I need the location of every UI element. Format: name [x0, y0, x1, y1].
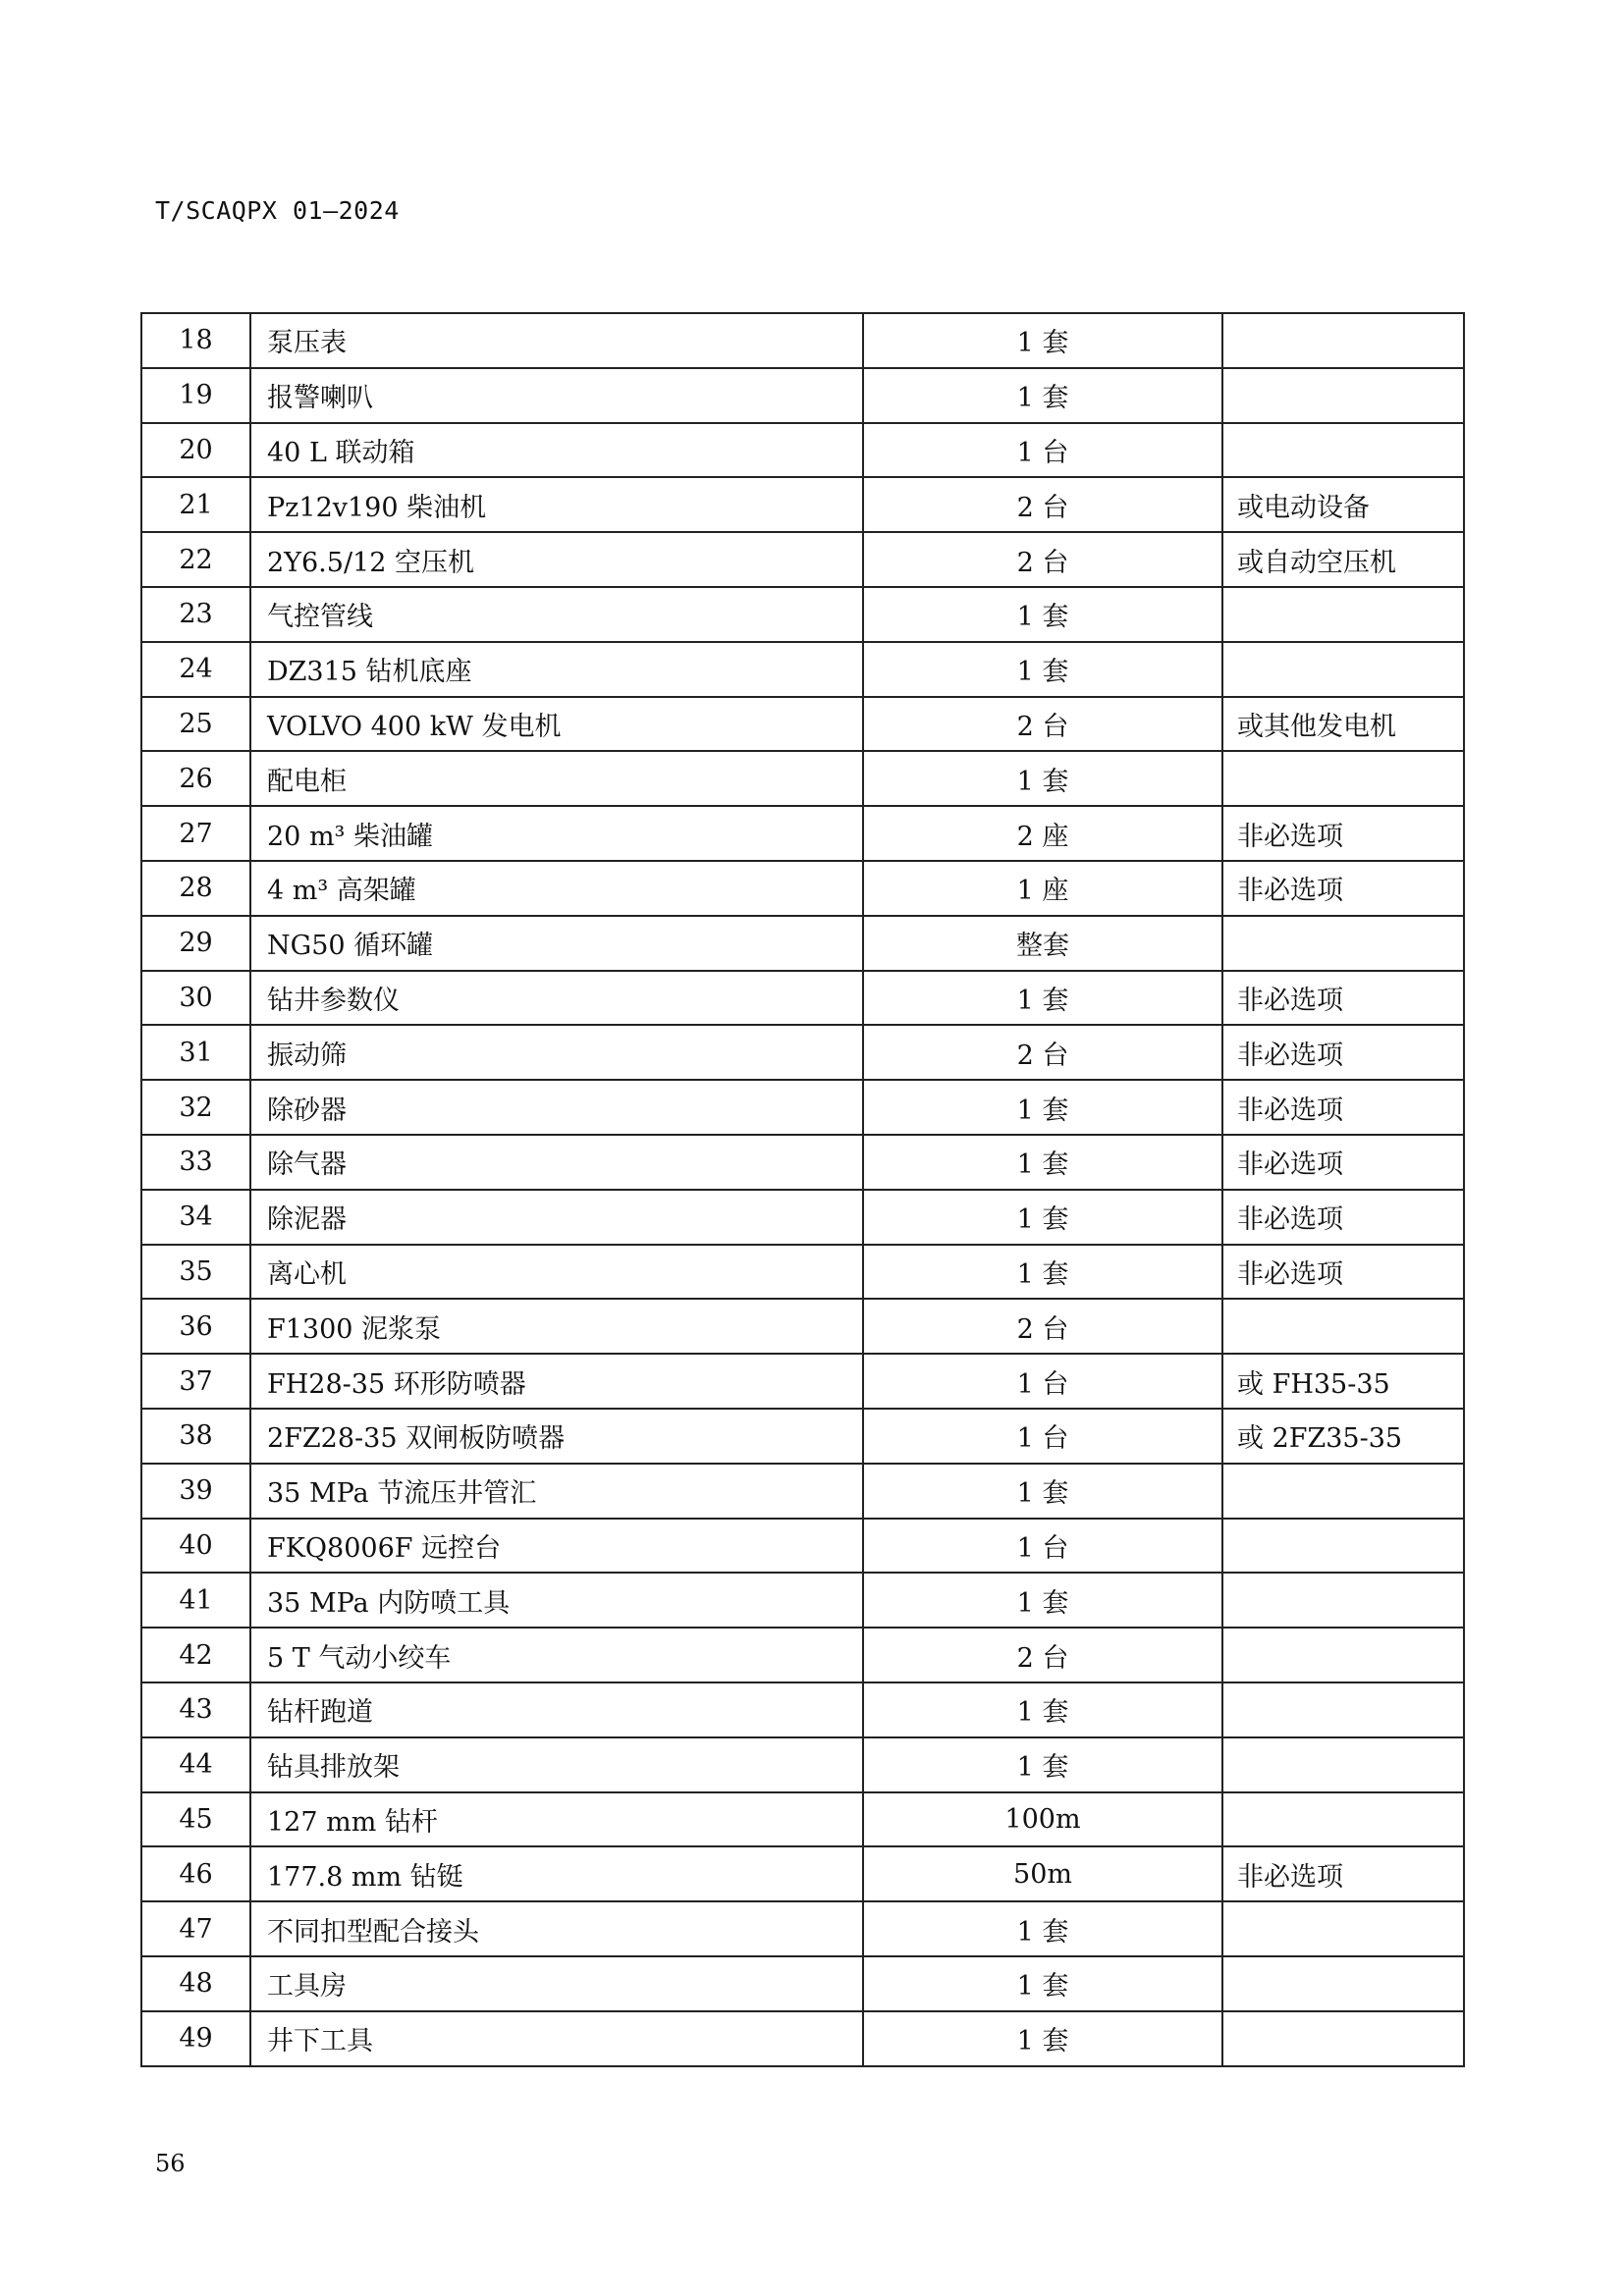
row-number-cell: 31: [141, 1025, 250, 1080]
quantity-cell: 1 套: [863, 313, 1222, 368]
table-row: [141, 751, 1464, 806]
remark-cell: 非必选项: [1222, 1080, 1464, 1135]
equipment-name-cell: 除砂器: [250, 1080, 863, 1135]
quantity-cell: 2 座: [863, 806, 1222, 861]
row-number-cell: 25: [141, 697, 250, 752]
remark-cell: [1222, 423, 1464, 478]
quantity-cell: 2 台: [863, 1299, 1222, 1354]
row-number-cell: 32: [141, 1080, 250, 1135]
equipment-name-cell: 振动筛: [250, 1025, 863, 1080]
table-row: [141, 697, 1464, 752]
remark-cell: [1222, 751, 1464, 806]
row-number-cell: 21: [141, 477, 250, 532]
table-row: [141, 1190, 1464, 1245]
row-number-cell: 34: [141, 1190, 250, 1245]
equipment-table: [140, 312, 1465, 2067]
remark-cell: 非必选项: [1222, 1135, 1464, 1190]
table-row: [141, 1901, 1464, 1956]
quantity-cell: 1 座: [863, 861, 1222, 916]
quantity-cell: 1 套: [863, 1135, 1222, 1190]
remark-cell: 或 2FZ35-35: [1222, 1409, 1464, 1464]
quantity-cell: 1 套: [863, 587, 1222, 642]
equipment-name-cell: 2Y6.5/12 空压机: [250, 532, 863, 587]
document-code: T/SCAQPX 01—2024: [155, 196, 400, 225]
row-number-cell: 39: [141, 1464, 250, 1519]
remark-cell: 非必选项: [1222, 971, 1464, 1026]
table-row: [141, 1737, 1464, 1792]
row-number-cell: 35: [141, 1245, 250, 1300]
row-number-cell: 48: [141, 1956, 250, 2011]
quantity-cell: 2 台: [863, 697, 1222, 752]
quantity-cell: 1 套: [863, 1245, 1222, 1300]
equipment-name-cell: 钻井参数仪: [250, 971, 863, 1026]
remark-cell: 或其他发电机: [1222, 697, 1464, 752]
quantity-cell: 2 台: [863, 1628, 1222, 1682]
equipment-name-cell: 除气器: [250, 1135, 863, 1190]
row-number-cell: 43: [141, 1682, 250, 1737]
table-row: [141, 861, 1464, 916]
equipment-name-cell: 35 MPa 内防喷工具: [250, 1573, 863, 1628]
equipment-name-cell: 气控管线: [250, 587, 863, 642]
quantity-cell: 1 套: [863, 751, 1222, 806]
quantity-cell: 1 台: [863, 423, 1222, 478]
row-number-cell: 27: [141, 806, 250, 861]
remark-cell: [1222, 1519, 1464, 1574]
row-number-cell: 49: [141, 2011, 250, 2066]
row-number-cell: 33: [141, 1135, 250, 1190]
row-number-cell: 19: [141, 368, 250, 423]
row-number-cell: 46: [141, 1846, 250, 1901]
equipment-name-cell: 报警喇叭: [250, 368, 863, 423]
row-number-cell: 41: [141, 1573, 250, 1628]
table-row: [141, 2011, 1464, 2066]
equipment-name-cell: 钻具排放架: [250, 1737, 863, 1792]
table-row: [141, 423, 1464, 478]
table-row: [141, 477, 1464, 532]
table-row: [141, 1299, 1464, 1354]
equipment-name-cell: 2FZ28-35 双闸板防喷器: [250, 1409, 863, 1464]
remark-cell: [1222, 1299, 1464, 1354]
table-row: [141, 1573, 1464, 1628]
row-number-cell: 26: [141, 751, 250, 806]
equipment-name-cell: 除泥器: [250, 1190, 863, 1245]
row-number-cell: 20: [141, 423, 250, 478]
table-row: [141, 1354, 1464, 1409]
remark-cell: 非必选项: [1222, 806, 1464, 861]
row-number-cell: 23: [141, 587, 250, 642]
quantity-cell: 2 台: [863, 532, 1222, 587]
table-row: [141, 587, 1464, 642]
equipment-name-cell: 不同扣型配合接头: [250, 1901, 863, 1956]
equipment-name-cell: 177.8 mm 钻铤: [250, 1846, 863, 1901]
remark-cell: [1222, 642, 1464, 697]
remark-cell: [1222, 587, 1464, 642]
remark-cell: [1222, 1792, 1464, 1847]
row-number-cell: 30: [141, 971, 250, 1026]
equipment-name-cell: 配电柜: [250, 751, 863, 806]
equipment-name-cell: FKQ8006F 远控台: [250, 1519, 863, 1574]
table-row: [141, 916, 1464, 971]
row-number-cell: 44: [141, 1737, 250, 1792]
equipment-name-cell: 5 T 气动小绞车: [250, 1628, 863, 1682]
quantity-cell: 1 套: [863, 2011, 1222, 2066]
equipment-name-cell: 20 m³ 柴油罐: [250, 806, 863, 861]
row-number-cell: 28: [141, 861, 250, 916]
remark-cell: [1222, 1956, 1464, 2011]
quantity-cell: 1 台: [863, 1354, 1222, 1409]
remark-cell: 或 FH35-35: [1222, 1354, 1464, 1409]
remark-cell: [1222, 1901, 1464, 1956]
quantity-cell: 1 套: [863, 971, 1222, 1026]
page-number: 56: [155, 2150, 186, 2177]
equipment-name-cell: FH28-35 环形防喷器: [250, 1354, 863, 1409]
row-number-cell: 40: [141, 1519, 250, 1574]
equipment-name-cell: 离心机: [250, 1245, 863, 1300]
row-number-cell: 47: [141, 1901, 250, 1956]
table-row: [141, 1956, 1464, 2011]
quantity-cell: 100m: [863, 1792, 1222, 1847]
quantity-cell: 1 套: [863, 1737, 1222, 1792]
quantity-cell: 1 台: [863, 1409, 1222, 1464]
quantity-cell: 50m: [863, 1846, 1222, 1901]
table-row: [141, 1464, 1464, 1519]
table-row: [141, 1135, 1464, 1190]
quantity-cell: 1 套: [863, 1190, 1222, 1245]
table-row: [141, 1080, 1464, 1135]
remark-cell: [1222, 313, 1464, 368]
remark-cell: 或自动空压机: [1222, 532, 1464, 587]
equipment-name-cell: 井下工具: [250, 2011, 863, 2066]
remark-cell: [1222, 368, 1464, 423]
equipment-name-cell: 40 L 联动箱: [250, 423, 863, 478]
table-row: [141, 1792, 1464, 1847]
equipment-name-cell: Pz12v190 柴油机: [250, 477, 863, 532]
table-row: [141, 1245, 1464, 1300]
remark-cell: [1222, 1464, 1464, 1519]
row-number-cell: 18: [141, 313, 250, 368]
quantity-cell: 1 套: [863, 1573, 1222, 1628]
quantity-cell: 2 台: [863, 1025, 1222, 1080]
table-row: [141, 313, 1464, 368]
equipment-name-cell: F1300 泥浆泵: [250, 1299, 863, 1354]
equipment-name-cell: DZ315 钻机底座: [250, 642, 863, 697]
table-row: [141, 1519, 1464, 1574]
row-number-cell: 29: [141, 916, 250, 971]
row-number-cell: 36: [141, 1299, 250, 1354]
quantity-cell: 1 套: [863, 1682, 1222, 1737]
quantity-cell: 1 套: [863, 1956, 1222, 2011]
quantity-cell: 整套: [863, 916, 1222, 971]
remark-cell: 非必选项: [1222, 1846, 1464, 1901]
equipment-name-cell: NG50 循环罐: [250, 916, 863, 971]
remark-cell: 非必选项: [1222, 1190, 1464, 1245]
remark-cell: [1222, 916, 1464, 971]
row-number-cell: 42: [141, 1628, 250, 1682]
row-number-cell: 22: [141, 532, 250, 587]
equipment-name-cell: 35 MPa 节流压井管汇: [250, 1464, 863, 1519]
table-row: [141, 1628, 1464, 1682]
remark-cell: 或电动设备: [1222, 477, 1464, 532]
quantity-cell: 2 台: [863, 477, 1222, 532]
remark-cell: [1222, 1682, 1464, 1737]
row-number-cell: 24: [141, 642, 250, 697]
table-row: [141, 642, 1464, 697]
row-number-cell: 45: [141, 1792, 250, 1847]
table-row: [141, 368, 1464, 423]
quantity-cell: 1 台: [863, 1519, 1222, 1574]
equipment-name-cell: 127 mm 钻杆: [250, 1792, 863, 1847]
remark-cell: 非必选项: [1222, 1025, 1464, 1080]
table-row: [141, 1682, 1464, 1737]
remark-cell: [1222, 1628, 1464, 1682]
quantity-cell: 1 套: [863, 642, 1222, 697]
row-number-cell: 38: [141, 1409, 250, 1464]
table-row: [141, 1846, 1464, 1901]
remark-cell: 非必选项: [1222, 1245, 1464, 1300]
row-number-cell: 37: [141, 1354, 250, 1409]
table-row: [141, 532, 1464, 587]
quantity-cell: 1 套: [863, 368, 1222, 423]
equipment-name-cell: 泵压表: [250, 313, 863, 368]
remark-cell: 非必选项: [1222, 861, 1464, 916]
equipment-name-cell: 4 m³ 高架罐: [250, 861, 863, 916]
table-row: [141, 1025, 1464, 1080]
equipment-name-cell: VOLVO 400 kW 发电机: [250, 697, 863, 752]
quantity-cell: 1 套: [863, 1464, 1222, 1519]
equipment-name-cell: 钻杆跑道: [250, 1682, 863, 1737]
equipment-name-cell: 工具房: [250, 1956, 863, 2011]
remark-cell: [1222, 1573, 1464, 1628]
table-row: [141, 971, 1464, 1026]
table-row: [141, 806, 1464, 861]
remark-cell: [1222, 2011, 1464, 2066]
quantity-cell: 1 套: [863, 1901, 1222, 1956]
remark-cell: [1222, 1737, 1464, 1792]
table-body: [141, 313, 1464, 2066]
quantity-cell: 1 套: [863, 1080, 1222, 1135]
table-row: [141, 1409, 1464, 1464]
